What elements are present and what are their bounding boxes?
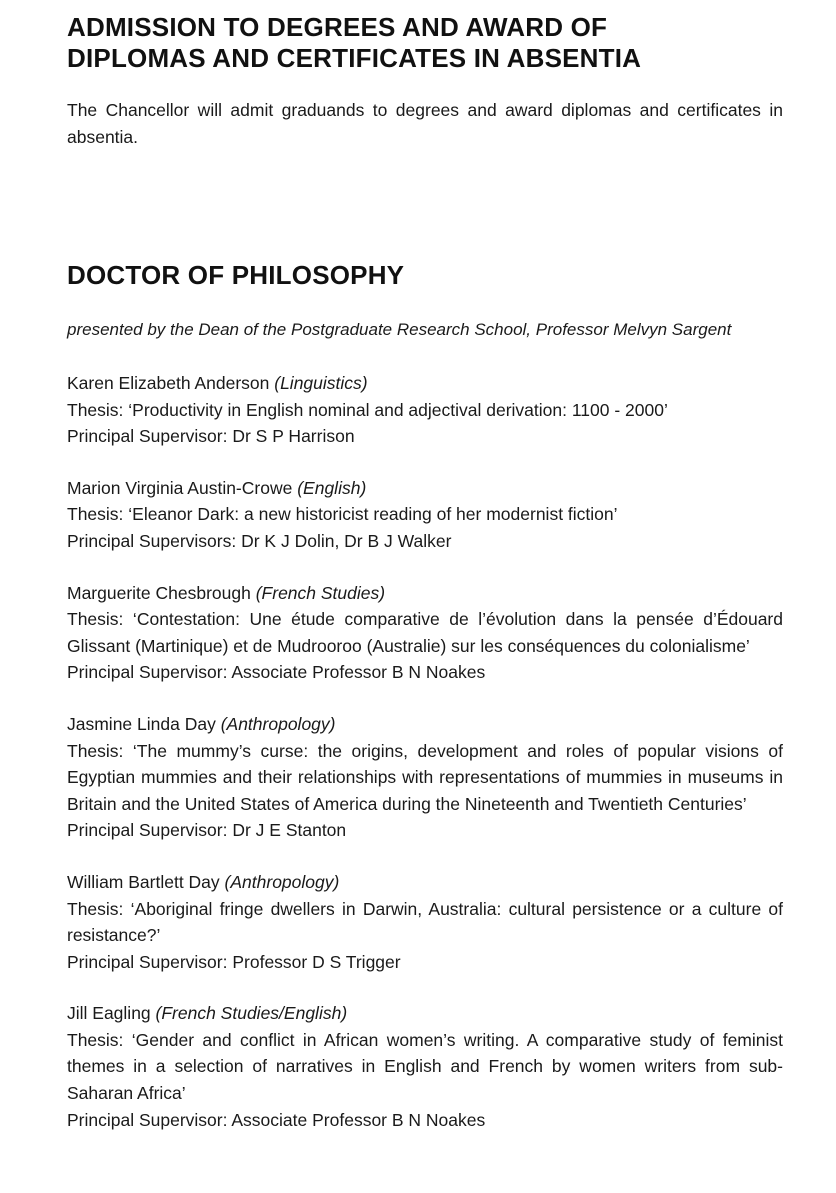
graduand-supervisor: Principal Supervisor: Associate Professor B N Noakes — [67, 1109, 486, 1130]
graduand-name-line — [67, 475, 783, 502]
graduand-name-line — [67, 869, 783, 896]
graduand-supervisor: Principal Supervisors: Dr K J Dolin, Dr B J Walker — [67, 530, 452, 551]
graduand-name: Jill Eagling — [67, 1003, 151, 1024]
graduand-entry — [67, 370, 783, 450]
graduand-entry — [67, 580, 783, 686]
graduand-list — [67, 370, 783, 1158]
graduand-discipline: (French Studies) — [255, 582, 386, 603]
graduand-discipline: (English) — [297, 477, 367, 498]
graduand-entry — [67, 475, 783, 555]
graduand-thesis: Thesis: ‘Aboriginal fringe dwellers in Darwin, Australia: cultural persistence or a culture of resistance?’ — [67, 898, 783, 946]
graduand-thesis: Thesis: ‘Gender and conflict in African women’s writing. A comparative study of feminist themes in a selection of narratives in English and French by women writers from sub-Saharan Africa’ — [67, 1029, 783, 1104]
graduand-name: Jasmine Linda Day — [67, 713, 216, 734]
graduand-name-line — [67, 580, 783, 607]
graduand-name-line — [67, 370, 783, 397]
graduand-supervisor: Principal Supervisor: Associate Professor B N Noakes — [67, 662, 486, 683]
phd-heading: DOCTOR OF PHILOSOPHY — [67, 260, 405, 290]
graduand-supervisor: Principal Supervisor: Professor D S Trigger — [67, 951, 401, 972]
presenter-line: presented by the Dean of the Postgraduate Research School, Professor Melvyn Sargent — [67, 320, 732, 339]
graduand-thesis: Thesis: ‘Contestation: Une étude comparative de l’évolution dans la pensée d’Édouard Glissant (Martinique) et de Mudrooroo (Australie) sur les conséquences du colonialisme’ — [67, 609, 783, 656]
graduand-discipline: (French Studies/English) — [155, 1003, 348, 1024]
phd-heading-block — [67, 260, 783, 291]
graduand-name: Karen Elizabeth Anderson — [67, 373, 270, 393]
graduand-entry — [67, 869, 783, 975]
graduand-thesis: Thesis: ‘Eleanor Dark: a new historicist reading of her modernist fiction’ — [67, 504, 618, 525]
graduand-supervisor: Principal Supervisor: Dr J E Stanton — [67, 820, 347, 841]
graduand-name-line — [67, 1000, 783, 1027]
graduand-discipline: (Linguistics) — [274, 373, 368, 393]
absentia-heading-line1: ADMISSION TO DEGREES AND AWARD OF — [67, 12, 608, 42]
graduand-name: William Bartlett Day — [67, 871, 220, 892]
graduand-discipline: (Anthropology) — [224, 871, 340, 892]
graduand-thesis: Thesis: ‘The mummy’s curse: the origins, development and roles of popular visions of Egyptian mummies and their relationships with representations of mummies in museums in Britain and the United States of America during the Nineteenth and Twentieth Centuries’ — [67, 740, 783, 814]
absentia-heading-line2: DIPLOMAS AND CERTIFICATES IN ABSENTIA — [67, 43, 642, 73]
graduand-discipline: (Anthropology) — [220, 713, 336, 734]
graduand-name: Marguerite Chesbrough — [67, 582, 251, 603]
graduand-name: Marion Virginia Austin-Crowe — [67, 477, 293, 498]
graduand-entry — [67, 1000, 783, 1133]
graduand-entry — [67, 711, 783, 844]
graduand-thesis: Thesis: ‘Productivity in English nominal and adjectival derivation: 1100 - 2000’ — [67, 399, 668, 420]
graduand-supervisor: Principal Supervisor: Dr S P Harrison — [67, 426, 355, 447]
absentia-heading — [67, 12, 783, 74]
absentia-body-text: The Chancellor will admit graduands to degrees and award diplomas and certificates in absentia. — [67, 100, 783, 147]
graduand-name-line — [67, 711, 783, 738]
